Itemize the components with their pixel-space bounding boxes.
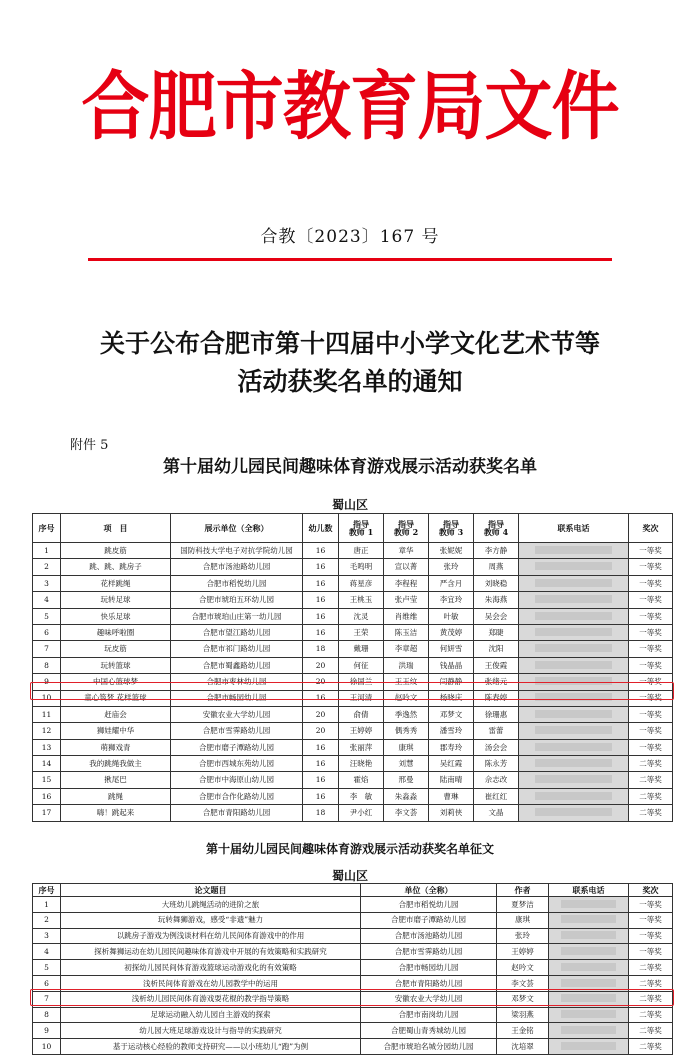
table2-district: 蜀山区 <box>331 869 368 883</box>
table-cell: 1 <box>33 897 61 913</box>
table-row <box>33 960 673 976</box>
table-header-row <box>33 884 673 897</box>
redacted-phone-cell <box>549 991 629 1007</box>
table-cell: 一等奖 <box>629 641 673 657</box>
table-cell: 张玲 <box>429 559 474 575</box>
table-cell: 7 <box>33 641 61 657</box>
table-cell: 合肥市枣林幼儿园 <box>171 674 303 690</box>
table-row <box>33 739 673 755</box>
table-cell: 合肥市祁门路幼儿园 <box>171 641 303 657</box>
table-cell: 跳皮筋 <box>61 543 171 559</box>
table-cell: 17 <box>33 805 61 821</box>
table-row <box>33 690 673 706</box>
redacted-phone-cell <box>519 739 629 755</box>
table-cell: 徐珊惠 <box>474 706 519 722</box>
table-cell: 一等奖 <box>629 674 673 690</box>
table-cell: 16 <box>303 575 339 591</box>
table-cell: 佘志改 <box>474 772 519 788</box>
table-cell: 20 <box>303 657 339 673</box>
table-row <box>33 805 673 821</box>
table-cell: 文晶 <box>474 805 519 821</box>
table-cell: 二等奖 <box>629 975 673 991</box>
table-cell: 16 <box>303 559 339 575</box>
table-cell: 朱海燕 <box>474 592 519 608</box>
table-cell: 李宜玲 <box>429 592 474 608</box>
table-cell: 16 <box>303 592 339 608</box>
table-cell: 5 <box>33 608 61 624</box>
table-cell: 沈阳 <box>474 641 519 657</box>
redacted-phone-cell <box>549 1023 629 1039</box>
table-cell: 合肥市汤池路幼儿园 <box>171 559 303 575</box>
redacted-phone-cell <box>519 805 629 821</box>
table-cell: 16 <box>303 543 339 559</box>
table-cell: 2 <box>33 559 61 575</box>
table-cell: 合肥市望江路幼儿园 <box>171 624 303 640</box>
table-cell: 曹琳 <box>429 788 474 804</box>
table-cell: 4 <box>33 592 61 608</box>
table-cell: 合肥市中海原山幼儿园 <box>171 772 303 788</box>
table-cell: 钱晶晶 <box>429 657 474 673</box>
table-cell: 国防科技大学电子对抗学院幼儿园 <box>171 543 303 559</box>
table-cell: 合肥市蜀鑫路幼儿园 <box>171 657 303 673</box>
redacted-phone-cell <box>519 706 629 722</box>
column-header: 联系电话 <box>519 514 629 543</box>
table-cell: 大班幼儿跳绳活动的进阶之旅 <box>61 897 361 913</box>
table-cell: 合肥市琥珀山庄第一幼儿园 <box>171 608 303 624</box>
table-cell: 一等奖 <box>629 944 673 960</box>
table-cell: 5 <box>33 960 61 976</box>
table-cell: 萌狮戏青 <box>61 739 171 755</box>
table-row <box>33 641 673 657</box>
table-cell: 郡寿玲 <box>429 739 474 755</box>
table-cell: 1 <box>33 543 61 559</box>
table-cell: 夏梦洁 <box>497 897 549 913</box>
table-cell: 15 <box>33 772 61 788</box>
redacted-phone-cell <box>519 657 629 673</box>
table-cell: 李文荟 <box>384 805 429 821</box>
table-cell: 初探幼儿园民间体育游戏篮球运动游戏化的有效策略 <box>61 960 361 976</box>
table-cell: 蒋星彦 <box>339 575 384 591</box>
table-cell: 叶敏 <box>429 608 474 624</box>
table-cell: 李程程 <box>384 575 429 591</box>
column-header: 单位（全称） <box>361 884 497 897</box>
table-cell: 一等奖 <box>629 624 673 640</box>
table-row <box>33 657 673 673</box>
table-row <box>33 897 673 913</box>
table-row <box>33 575 673 591</box>
table-cell: 合肥市稻悦幼儿园 <box>171 575 303 591</box>
table-cell: 陆南晴 <box>429 772 474 788</box>
column-header: 论文题目 <box>61 884 361 897</box>
table-cell: 20 <box>303 706 339 722</box>
table-cell: 花样跳绳 <box>61 575 171 591</box>
table-cell: 俞倩 <box>339 706 384 722</box>
table-cell: 跳绳 <box>61 788 171 804</box>
table-cell: 一等奖 <box>629 575 673 591</box>
table-cell: 趣味呼啦圈 <box>61 624 171 640</box>
table-cell: 二等奖 <box>629 772 673 788</box>
table-row <box>33 706 673 722</box>
table-cell: 合肥市琥珀名城分园幼儿园 <box>361 1039 497 1055</box>
table-cell: 张丽萍 <box>339 739 384 755</box>
table-cell: 邢曼 <box>384 772 429 788</box>
table-cell: 玩转足球 <box>61 592 171 608</box>
table-cell: 雷蕾 <box>474 723 519 739</box>
table-cell: 3 <box>33 575 61 591</box>
table-row <box>33 543 673 559</box>
redacted-phone-cell <box>549 1039 629 1055</box>
table-cell: 汪晓艳 <box>339 756 384 772</box>
table-cell: 张卢莹 <box>384 592 429 608</box>
table-cell: 16 <box>303 772 339 788</box>
red-divider-line <box>88 258 612 261</box>
table-cell: 赵吟文 <box>497 960 549 976</box>
table-row <box>33 991 673 1007</box>
table-cell: 8 <box>33 657 61 673</box>
column-header: 奖次 <box>629 514 673 543</box>
table1-district: 蜀山区 <box>331 498 368 512</box>
table-cell: 合肥市雪霁路幼儿园 <box>361 944 497 960</box>
table-row <box>33 928 673 944</box>
table-cell: 毛鸣明 <box>339 559 384 575</box>
table-cell: 刘慧 <box>384 756 429 772</box>
redacted-phone-cell <box>519 674 629 690</box>
table-cell: 二等奖 <box>629 788 673 804</box>
table-cell: 6 <box>33 975 61 991</box>
table-cell: 玩转舞狮游戏，感受“非遗”魅力 <box>61 912 361 928</box>
table-cell: 我的跳绳我做主 <box>61 756 171 772</box>
table-cell: 邓梦文 <box>497 991 549 1007</box>
table-cell: 一等奖 <box>629 739 673 755</box>
column-header: 作者 <box>497 884 549 897</box>
table-cell: 王桃玉 <box>339 592 384 608</box>
redacted-phone-cell <box>549 1007 629 1023</box>
table-cell: 偶秀秀 <box>384 723 429 739</box>
table-cell: 4 <box>33 944 61 960</box>
table-cell: 16 <box>303 624 339 640</box>
table-cell: 合肥市雪霁路幼儿园 <box>171 723 303 739</box>
table-header-row <box>33 514 673 543</box>
redacted-phone-cell <box>519 624 629 640</box>
table-cell: 合肥市磨子潭路幼儿园 <box>171 739 303 755</box>
table-cell: 一等奖 <box>629 608 673 624</box>
table-cell: 王婷婷 <box>497 944 549 960</box>
table-cell: 8 <box>33 1007 61 1023</box>
column-header: 幼儿数 <box>303 514 339 543</box>
redacted-phone-cell <box>549 960 629 976</box>
redacted-phone-cell <box>549 944 629 960</box>
table-cell: 安徽农业大学幼儿园 <box>361 991 497 1007</box>
table-row <box>33 1007 673 1023</box>
table-cell: 基于运动核心经验的教师支持研究——以小班幼儿“跑”为例 <box>61 1039 361 1055</box>
table-cell: 16 <box>303 756 339 772</box>
table-cell: 汤会会 <box>474 739 519 755</box>
table-cell: 唐正 <box>339 543 384 559</box>
table-cell: 合肥市磨子潭路幼儿园 <box>361 912 497 928</box>
table-cell: 二等奖 <box>629 1039 673 1055</box>
table1-title: 第十届幼儿园民间趣味体育游戏展示活动获奖名单 <box>163 457 537 477</box>
table-cell: 玩皮筋 <box>61 641 171 657</box>
table-cell: 14 <box>33 756 61 772</box>
table-cell: 季逸然 <box>384 706 429 722</box>
table-row <box>33 624 673 640</box>
table-cell: 陈春婷 <box>474 690 519 706</box>
table-row <box>33 559 673 575</box>
table-cell: 浅析幼儿园民间体育游戏耍花棍的教学指导策略 <box>61 991 361 1007</box>
redacted-phone-cell <box>519 592 629 608</box>
table-cell: 刘莉侠 <box>429 805 474 821</box>
table-cell: 康琪 <box>384 739 429 755</box>
table-cell: 18 <box>303 805 339 821</box>
award-table <box>32 513 673 822</box>
table-row <box>33 608 673 624</box>
table-cell: 张玲 <box>497 928 549 944</box>
table-row <box>33 975 673 991</box>
table-cell: 周燕 <box>474 559 519 575</box>
table-row <box>33 1023 673 1039</box>
redacted-phone-cell <box>519 723 629 739</box>
table-cell: 一等奖 <box>629 897 673 913</box>
redacted-phone-cell <box>519 608 629 624</box>
redacted-phone-cell <box>519 641 629 657</box>
table-cell: 陈永芳 <box>474 756 519 772</box>
redacted-phone-cell <box>549 975 629 991</box>
table-cell: 梁羽燕 <box>497 1007 549 1023</box>
table-cell: 20 <box>303 674 339 690</box>
table-cell: 一等奖 <box>629 723 673 739</box>
column-header: 序号 <box>33 884 61 897</box>
column-header: 奖次 <box>629 884 673 897</box>
table-cell: 二等奖 <box>629 1023 673 1039</box>
table-cell: 2 <box>33 912 61 928</box>
notice-title-line-1: 关于公布合肥市第十四届中小学文化艺术节等 <box>99 329 600 358</box>
table-cell: 合肥市西城东苑幼儿园 <box>171 756 303 772</box>
table-cell: 足球运动融入幼儿园自主游戏的探索 <box>61 1007 361 1023</box>
table-cell: 沈灵 <box>339 608 384 624</box>
table-row <box>33 723 673 739</box>
table-cell: 合肥市稻悦幼儿园 <box>361 897 497 913</box>
redacted-phone-cell <box>519 772 629 788</box>
table-cell: 揪尾巴 <box>61 772 171 788</box>
table-cell: 7 <box>33 991 61 1007</box>
table-cell: 一等奖 <box>629 592 673 608</box>
table-cell: 李方静 <box>474 543 519 559</box>
table-cell: 二等奖 <box>629 756 673 772</box>
table-row <box>33 592 673 608</box>
table-cell: 徐国兰 <box>339 674 384 690</box>
table-row <box>33 788 673 804</box>
table-cell: 朱淼淼 <box>384 788 429 804</box>
table-cell: 安徽农业大学幼儿园 <box>171 706 303 722</box>
table-cell: 童心筑梦 花样篮球 <box>61 690 171 706</box>
table-cell: 3 <box>33 928 61 944</box>
table-cell: 9 <box>33 674 61 690</box>
table-row <box>33 756 673 772</box>
table-cell: 一等奖 <box>629 912 673 928</box>
table-cell: 肖维维 <box>384 608 429 624</box>
redacted-phone-cell <box>519 559 629 575</box>
table-cell: 快乐足球 <box>61 608 171 624</box>
table-cell: 崔红红 <box>474 788 519 804</box>
table-row <box>33 944 673 960</box>
table-cell: 嗨！跳起来 <box>61 805 171 821</box>
table-cell: 戴珊 <box>339 641 384 657</box>
table-cell: 王玉纹 <box>384 674 429 690</box>
table-cell: 16 <box>303 739 339 755</box>
column-header: 序号 <box>33 514 61 543</box>
table-cell: 宣以菁 <box>384 559 429 575</box>
redacted-phone-cell <box>519 690 629 706</box>
table-cell: 10 <box>33 1039 61 1055</box>
table-cell: 9 <box>33 1023 61 1039</box>
table-cell: 合肥市畅园幼儿园 <box>171 690 303 706</box>
table-cell: 李 敏 <box>339 788 384 804</box>
table-cell: 闫静静 <box>429 674 474 690</box>
table-cell: 13 <box>33 739 61 755</box>
table-row <box>33 912 673 928</box>
table-cell: 一等奖 <box>629 706 673 722</box>
notice-title <box>0 325 700 401</box>
table-cell: 16 <box>33 788 61 804</box>
table-cell: 合肥市琥珀五环幼儿园 <box>171 592 303 608</box>
table-cell: 吴会会 <box>474 608 519 624</box>
table-cell: 李章超 <box>384 641 429 657</box>
table-cell: 狮娃耀中华 <box>61 723 171 739</box>
table-cell: 刘晓稳 <box>474 575 519 591</box>
essay-award-table <box>32 883 673 1055</box>
table-cell: 一等奖 <box>629 543 673 559</box>
table-cell: 16 <box>303 788 339 804</box>
table-cell: 一等奖 <box>629 657 673 673</box>
table-cell: 12 <box>33 723 61 739</box>
table-cell: 霍焰 <box>339 772 384 788</box>
table-cell: 以跳房子游戏为例浅谈材料在幼儿民间体育游戏中的作用 <box>61 928 361 944</box>
table-row <box>33 772 673 788</box>
table-cell: 合肥市青阳路幼儿园 <box>361 975 497 991</box>
table-cell: 吴红霞 <box>429 756 474 772</box>
table-cell: 黄茂婷 <box>429 624 474 640</box>
table-cell: 张绪元 <box>474 674 519 690</box>
table-cell: 陈玉洁 <box>384 624 429 640</box>
redacted-phone-cell <box>519 788 629 804</box>
table-cell: 合肥市合作化路幼儿园 <box>171 788 303 804</box>
table-cell: 二等奖 <box>629 805 673 821</box>
table-row <box>33 1039 673 1055</box>
redacted-phone-cell <box>549 897 629 913</box>
table-cell: 潘雪玲 <box>429 723 474 739</box>
table-cell: 二等奖 <box>629 991 673 1007</box>
column-header: 项 目 <box>61 514 171 543</box>
table-cell: 合肥蜀山青秀城幼儿园 <box>361 1023 497 1039</box>
document-header-title: 合肥市教育局文件 <box>81 64 619 150</box>
notice-title-line-2: 活动获奖名单的通知 <box>237 367 463 396</box>
redacted-phone-cell <box>519 543 629 559</box>
table-cell: 赶庙会 <box>61 706 171 722</box>
table-cell: 探析舞狮运动在幼儿园民间趣味体育游戏中开展的有效策略和实践研究 <box>61 944 361 960</box>
table-cell: 章华 <box>384 543 429 559</box>
table-cell: 幼儿园大班足球游戏设计与指导的实践研究 <box>61 1023 361 1039</box>
table-cell: 6 <box>33 624 61 640</box>
table-cell: 二等奖 <box>629 1007 673 1023</box>
table-cell: 杨晓庆 <box>429 690 474 706</box>
table-cell: 11 <box>33 706 61 722</box>
column-header: 指导 教师 4 <box>474 514 519 543</box>
table-cell: 王金铭 <box>497 1023 549 1039</box>
table-cell: 10 <box>33 690 61 706</box>
table-cell: 李文荟 <box>497 975 549 991</box>
column-header: 指导 教师 2 <box>384 514 429 543</box>
table-cell: 合肥市畅园幼儿园 <box>361 960 497 976</box>
table-cell: 王荣 <box>339 624 384 640</box>
table-cell: 郑睫 <box>474 624 519 640</box>
table-cell: 一等奖 <box>629 928 673 944</box>
table-cell: 合肥市汤池路幼儿园 <box>361 928 497 944</box>
table-cell: 合肥市南岗幼儿园 <box>361 1007 497 1023</box>
table-cell: 张妮妮 <box>429 543 474 559</box>
table-cell: 康琪 <box>497 912 549 928</box>
table-cell: 何妍雪 <box>429 641 474 657</box>
table-cell: 跳、跳、跳房子 <box>61 559 171 575</box>
column-header: 联系电话 <box>549 884 629 897</box>
redacted-phone-cell <box>519 756 629 772</box>
table-cell: 浅析民间体育游戏在幼儿园教学中的运用 <box>61 975 361 991</box>
table-cell: 沈培翠 <box>497 1039 549 1055</box>
redacted-phone-cell <box>519 575 629 591</box>
attachment-label: 附件 5 <box>70 438 109 453</box>
redacted-phone-cell <box>549 928 629 944</box>
table-row <box>33 674 673 690</box>
table-cell: 18 <box>303 641 339 657</box>
column-header: 指导 教师 3 <box>429 514 474 543</box>
table-cell: 16 <box>303 690 339 706</box>
table-cell: 严含月 <box>429 575 474 591</box>
table-cell: 一等奖 <box>629 559 673 575</box>
table-cell: 何征 <box>339 657 384 673</box>
table-cell: 玩转篮球 <box>61 657 171 673</box>
redacted-phone-cell <box>549 912 629 928</box>
table-cell: 中国心篮球梦 <box>61 674 171 690</box>
table-cell: 赵吟文 <box>384 690 429 706</box>
table-cell: 一等奖 <box>629 690 673 706</box>
table-cell: 邓梦文 <box>429 706 474 722</box>
document-number: 合教〔2023〕167 号 <box>260 227 440 247</box>
table-cell: 王河清 <box>339 690 384 706</box>
table-cell: 王婷婷 <box>339 723 384 739</box>
table2-title: 第十届幼儿园民间趣味体育游戏展示活动获奖名单征文 <box>205 842 494 856</box>
table-cell: 王俊霞 <box>474 657 519 673</box>
table-cell: 二等奖 <box>629 960 673 976</box>
table-cell: 尹小红 <box>339 805 384 821</box>
table-cell: 20 <box>303 723 339 739</box>
column-header: 指导 教师 1 <box>339 514 384 543</box>
column-header: 展示单位（全称） <box>171 514 303 543</box>
table-cell: 16 <box>303 608 339 624</box>
table-cell: 洪瑞 <box>384 657 429 673</box>
table-cell: 合肥市青阳路幼儿园 <box>171 805 303 821</box>
